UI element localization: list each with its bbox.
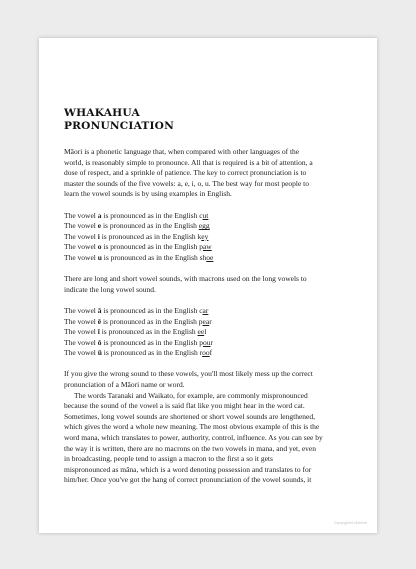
vowel-line-i: The vowel i is pronounced as in the English key xyxy=(64,231,209,241)
example-sound: aw xyxy=(202,242,212,252)
vowel-letter: ū xyxy=(97,348,102,358)
vowel-letter: ō xyxy=(97,337,102,347)
vowel-line-a: The vowel a is pronounced as in the English cut xyxy=(64,210,209,220)
vowel-letter: e xyxy=(97,221,102,231)
copyright-watermark: Copyrighted Material xyxy=(333,521,367,525)
text-line: world, is reasonably simple to pronounce. All that is required is a bit of attention, a xyxy=(64,157,313,167)
body-paragraph-2 xyxy=(64,391,353,486)
page-title xyxy=(64,107,353,133)
example-sound: ou xyxy=(202,337,211,347)
text-line: indicate the long vowel sound. xyxy=(64,284,156,294)
vowel-letter: a xyxy=(97,210,102,220)
text-line: learn the vowel sounds is by using examples in English. xyxy=(64,189,232,199)
body-paragraph-1 xyxy=(64,369,353,390)
text-line: because the sound of the vowel a is said flat like you might hear in the word cat. xyxy=(64,401,305,411)
vowel-line-a-long: The vowel ā is pronounced as in the English car xyxy=(64,305,209,315)
example-sound: ey xyxy=(201,231,209,241)
text-line: the way it is written, there are no macrons on the two vowels in mana, and yet, even xyxy=(64,443,317,453)
text-line: which gives the word a whole new meaning. The most obvious example of this is the xyxy=(64,422,320,432)
long-vowel-list xyxy=(64,306,353,359)
vowel-letter: ē xyxy=(97,316,102,326)
vowel-letter: i xyxy=(97,231,100,241)
title-line-1: WHAKAHUA xyxy=(64,107,140,119)
vowel-line-o: The vowel o is pronounced as in the English paw xyxy=(64,242,212,252)
intro-paragraph xyxy=(64,147,353,200)
vowel-line-u-long: The vowel ū is pronounced as in the English roof xyxy=(64,348,213,358)
title-line-2: PRONUNCIATION xyxy=(64,120,174,132)
text-line: word mana, which translates to power, authority, control, influence. As you can see by xyxy=(64,433,323,443)
text-line: The words Taranaki and Waikato, for example, are commonly mispronounced xyxy=(74,390,308,400)
example-sound: egg xyxy=(198,221,210,231)
text-line: Māori is a phonetic language that, when compared with other languages of the xyxy=(64,147,300,156)
vowel-line-u: The vowel u is pronounced as in the English shoe xyxy=(64,252,214,262)
vowel-letter: u xyxy=(97,252,102,262)
example-sound: oo xyxy=(202,348,210,358)
example-sound: ar xyxy=(202,305,209,315)
short-vowel-list xyxy=(64,211,353,264)
vowel-line-e-long: The vowel ē is pronounced as in the English pear xyxy=(64,316,212,326)
vowel-letter: o xyxy=(97,242,102,252)
example-sound: ut xyxy=(202,210,209,220)
document-page xyxy=(39,38,377,533)
text-line: There are long and short vowel sounds, with macrons used on the long vowels to xyxy=(64,274,307,284)
text-line: Sometimes, long vowel sounds are shortened or short vowel sounds are lengthened, xyxy=(64,411,315,421)
vowel-letter: ī xyxy=(97,327,100,337)
text-line: pronunciation of a Māori name or word. xyxy=(64,380,185,390)
macron-paragraph xyxy=(64,274,353,295)
vowel-line-o-long: The vowel ō is pronounced as in the English pour xyxy=(64,337,213,347)
vowel-line-e: The vowel e is pronounced as in the English egg xyxy=(64,221,210,231)
vowel-letter: ā xyxy=(97,305,102,315)
example-sound: ea xyxy=(202,316,210,326)
text-line: If you give the wrong sound to these vowels, you'll most likely mess up the correct xyxy=(64,369,313,379)
text-line: mispronounced as māna, which is a word denoting possession and translates to for xyxy=(64,464,312,474)
text-line: in broadcasting, people tend to assign a macron to the first a so it gets xyxy=(64,454,273,464)
vowel-line-i-long: The vowel ī is pronounced as in the English eel xyxy=(64,327,207,337)
example-sound: oe xyxy=(206,252,214,262)
example-sound: ee xyxy=(197,327,205,337)
text-line: dose of respect, and a sprinkle of patience. The key to correct pronunciation is to xyxy=(64,168,307,178)
text-line: master the sounds of the five vowels: a, e, i, o, u. The best way for most people to xyxy=(64,178,310,188)
text-line: him/her. Once you've got the hang of correct pronunciation of the vowel sounds, it xyxy=(64,475,312,485)
